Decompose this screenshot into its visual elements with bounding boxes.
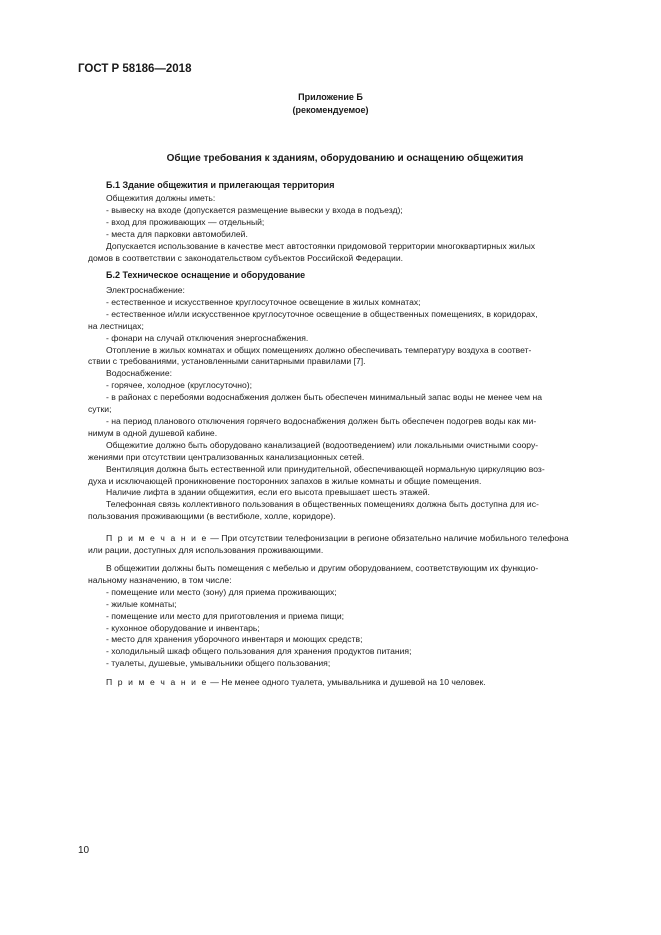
note-text: — При отсутствии телефонизации в регионе обязательно наличие мобильного телефона [207, 533, 569, 543]
list-item: - помещение или место (зону) для приема проживающих; [106, 586, 337, 597]
text-line: пользования проживающими (в вестибюле, холле, коридоре). [88, 511, 336, 522]
note-label: П р и м е ч а н и е [106, 533, 208, 543]
note-line [88, 533, 614, 545]
list-item: - кухонное оборудование и инвентарь; [106, 622, 260, 633]
note-line: или рации, доступных для использования проживающими. [88, 544, 324, 555]
note-toilets [88, 677, 614, 689]
text-line: Наличие лифта в здании общежития, если его высота превышает шесть этажей. [106, 487, 430, 498]
text-line: - вход для проживающих — отдельный; [106, 216, 265, 227]
text-line: Общежитие должно быть оборудовано канализацией (водоотведением) или локальными очистными соору- [106, 439, 539, 450]
text-line: Отопление в жилых комнатах и общих помещениях должно обеспечивать температуру воздуха в соответ- [106, 344, 532, 355]
text-line: - горячее, холодное (круглосуточно); [106, 380, 253, 391]
section-body-b2 [88, 285, 614, 523]
note-telephony [88, 533, 614, 557]
page-number: 10 [78, 845, 90, 856]
note-label: П р и м е ч а н и е [106, 677, 208, 687]
note-line [88, 677, 614, 689]
section-body-b1 [88, 193, 614, 264]
list-item: - жилые комнаты; [106, 598, 177, 609]
text-line: Электроснабжение: [106, 285, 185, 295]
text-line: - на период планового отключения горячего водоснабжения должен быть обеспечен подогрев воды как ми- [106, 415, 537, 426]
text-line: сутки; [88, 404, 112, 415]
section-heading-b1: Б.1 Здание общежития и прилегающая территория [106, 180, 335, 190]
text-line: нальному назначению, в том числе: [88, 574, 232, 585]
text-line: Допускается использование в качестве мест автостоянки придомовой территории многоквартирных жилых [106, 240, 536, 251]
text-line: Вентиляция должна быть естественной или принудительной, обеспечивающей нормальную циркуляцию воз- [106, 463, 545, 474]
list-item: - место для хранения уборочного инвентаря и моющих средств; [106, 634, 363, 645]
list-item: - туалеты, душевые, умывальники общего пользования; [106, 658, 331, 669]
text-line: - в районах с перебоями водоснабжения должен быть обеспечен минимальный запас воды не менее чем на [106, 392, 542, 403]
text-line: - вывеску на входе (допускается размещение вывески у входа в подъезд); [106, 204, 403, 215]
main-title: Общие требования к зданиям, оборудованию и оснащению общежития [166, 153, 524, 164]
text-line: В общежитии должны быть помещения с мебелью и другим оборудованием, соответствующим их функцио- [106, 563, 539, 573]
text-line: Водоснабжение: [106, 368, 173, 379]
list-item: - помещение или место для приготовления и приема пищи; [106, 610, 345, 621]
text-line: нимум в одной душевой кабине. [88, 427, 218, 438]
text-line: - места для парковки автомобилей. [106, 228, 248, 239]
text-line: духа и исключающей проникновение посторонних запахов в жилые комнаты и общие помещения. [88, 475, 482, 486]
text-line: жениями при отсутствии централизованных канализационных сетей. [88, 451, 365, 462]
list-item: - холодильный шкаф общего пользования для хранения продуктов питания; [106, 646, 412, 657]
section-heading-b2: Б.2 Техническое оснащение и оборудование [106, 270, 306, 280]
text-line: домов в соответствии с законодательством субъектов Российской Федерации. [88, 252, 404, 263]
text-line: Телефонная связь коллективного пользования в общественных помещениях должна быть доступна для ис- [106, 499, 539, 510]
note-text: — Не менее одного туалета, умывальника и душевой на 10 человек. [207, 677, 486, 687]
appendix-status: (рекомендуемое) [292, 105, 369, 115]
text-line: ствии с требованиями, установленными санитарными правилами [7]. [88, 356, 366, 367]
text-line: Общежития должны иметь: [106, 193, 216, 203]
rooms-requirements [88, 563, 614, 670]
text-line: - естественное и/или искусственное круглосуточное освещение в общественных помещениях, в коридорах, [106, 308, 538, 319]
document-id: ГОСТ Р 58186—2018 [78, 63, 192, 75]
text-line: на лестницах; [88, 320, 144, 331]
text-line: - естественное и искусственное круглосуточное освещение в жилых комнатах; [106, 296, 421, 307]
text-line: - фонари на случай отключения энергоснабжения. [106, 332, 309, 343]
appendix-title: Приложение Б [298, 92, 363, 102]
